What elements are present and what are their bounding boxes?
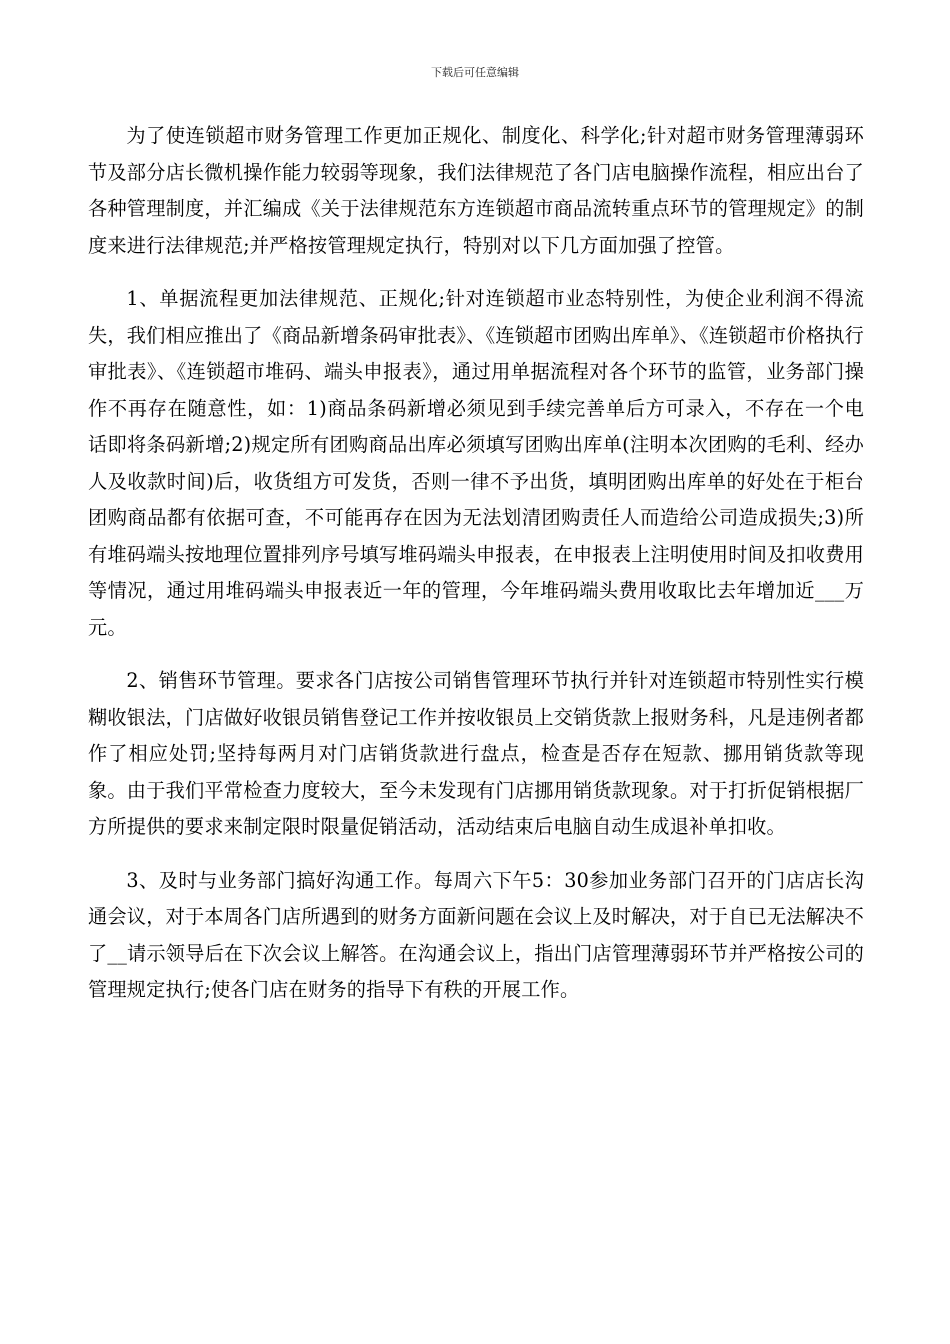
document-body: [88, 118, 864, 1026]
page-header: 下载后可任意编辑: [431, 66, 519, 79]
paragraph-document-flow: 1、单据流程更加法律规范、正规化;针对连锁超市业态特别性，为使企业利润不得流失，我们相应推出了《商品新增条码审批表》、《连锁超市团购出库单》、《连锁超市价格执行审批表》、《连锁超市堆码、端头申报表》，通过用单据流程对各个环节的监管，业务部门操作不再存在随意性，如：1)商品条码新增必须见到手续完善单后方可录入，不存在一个电话即将条码新增;2)规定所有团购商品出库必须填写团购出库单(注明本次团购的毛利、经办人及收款时间)后，收货组方可发货，否则一律不予出货，填明团购出库单的好处在于柜台团购商品都有依据可查，不可能再存在因为无法划清团购责任人而造给公司造成损失;3)所有堆码端头按地理位置排列序号填写堆码端头申报表，在申报表上注明使用时间及扣收费用等情况，通过用堆码端头申报表近一年的管理，今年堆码端头费用收取比去年增加近___万元。: [88, 287, 864, 639]
paragraph-sales-management: 2、销售环节管理。要求各门店按公司销售管理环节执行并针对连锁超市特别性实行模糊收银法，门店做好收银员销售登记工作并按收银员上交销货款上报财务科，凡是违例者都作了相应处罚;坚持每两月对门店销货款进行盘点，检查是否存在短款、挪用销货款等现象。由于我们平常检查力度较大，至今未发现有门店挪用销货款现象。对于打折促销根据厂方所提供的要求来制定限时限量促销活动，活动结束后电脑自动生成退补单扣收。: [88, 669, 864, 838]
paragraph-intro: 为了使连锁超市财务管理工作更加正规化、制度化、科学化;针对超市财务管理薄弱环节及部分店长微机操作能力较弱等现象，我们法律规范了各门店电脑操作流程，相应出台了各种管理制度，并汇编成《关于法律规范东方连锁超市商品流转重点环节的管理规定》的制度来进行法律规范;并严格按管理规定执行，特别对以下几方面加强了控管。: [88, 124, 864, 257]
paragraph-communication: 3、及时与业务部门搞好沟通工作。每周六下午5：30参加业务部门召开的门店店长沟通会议，对于本周各门店所遇到的财务方面新问题在会议上及时解决，对于自已无法解决不了__请示领导后在下次会议上解答。在沟通会议上，指出门店管理薄弱环节并严格按公司的管理规定执行;使各门店在财务的指导下有秩的开展工作。: [88, 868, 864, 1001]
